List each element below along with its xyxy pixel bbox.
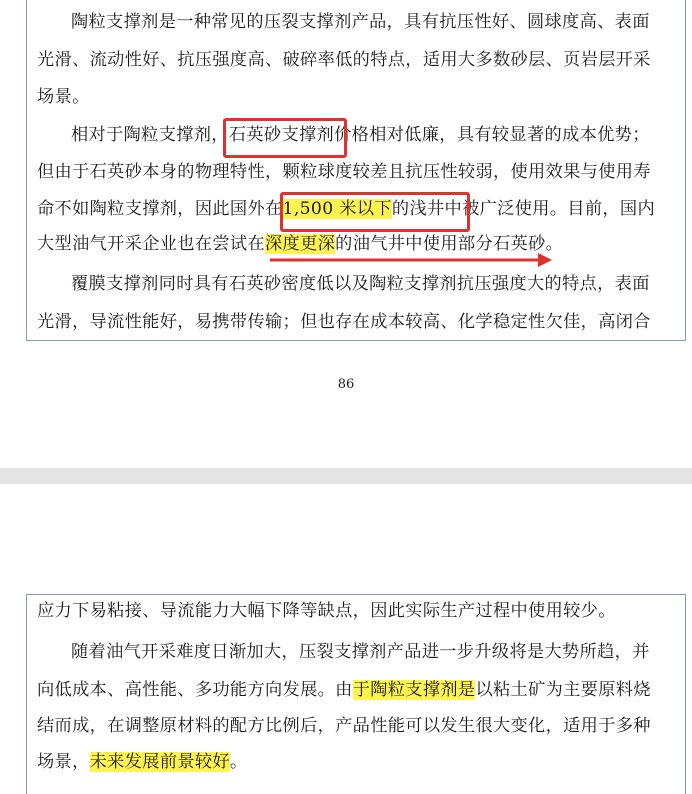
paragraph-trend-line-2 <box>37 680 651 700</box>
text-span: 。 <box>229 752 248 772</box>
red-annotation-box-quartz <box>223 118 347 158</box>
quartz-proppant-term: 石英砂支撑剂 <box>228 125 335 145</box>
arrow-head <box>538 253 552 267</box>
text-span: 的浅井中 <box>391 199 463 219</box>
text-span: 大型油气开采企业也在尝试在 <box>37 234 265 254</box>
text-span: 命不如陶粒支撑剂，因此国外在 <box>37 199 283 219</box>
highlight-depth-1500: 1,500 米以下 <box>282 199 392 219</box>
paragraph-coated-line-1: 覆膜支撑剂同时具有石英砂密度低以及陶粒支撑剂抗压强度大的特点，表面 <box>71 274 650 294</box>
document-page-87 <box>0 484 692 786</box>
page-number: 86 <box>337 377 355 392</box>
paragraph-ceramic-line-1: 陶粒支撑剂是一种常见的压裂支撑剂产品，具有抗压性好、圆球度高、表面 <box>71 12 650 32</box>
text-span: 的油气井中使用部分石英砂。 <box>335 234 564 254</box>
paragraph-coated-line-3: 应力下易粘接、导流能力大幅下降等缺点，因此实际生产过程中使用较少。 <box>37 601 616 621</box>
text-span: 向低成本、高性能、多功能方向发展。由 <box>37 680 353 700</box>
red-annotation-arrow <box>268 250 558 270</box>
paragraph-trend-line-4 <box>37 752 247 772</box>
text-span: 相对于陶粒支撑剂， <box>71 125 229 145</box>
paragraph-trend-line-3: 结而成，在调整原材料的配方比例后，产品性能可以发生很大变化，适用于多种 <box>37 716 651 736</box>
paragraph-coated-line-2: 光滑，导流性能好，易携带传输；但也存在成本较高、化学稳定性欠佳，高闭合 <box>37 312 651 332</box>
highlight-future: 未来发展前景较好 <box>89 752 230 772</box>
red-annotation-box-depth <box>280 192 470 232</box>
text-span: 价格相对低廉，具有较显著的成本优势； <box>334 125 650 145</box>
page-separator <box>0 468 692 484</box>
paragraph-quartz-line-2: 但由于石英砂本身的物理特性，颗粒球度较差且抗压性较弱，使用效果与使用寿 <box>37 162 651 182</box>
paragraph-ceramic-line-3: 场景。 <box>37 87 90 107</box>
text-span: 被广泛使用。目前，国内 <box>462 199 655 219</box>
text-frame <box>26 594 686 794</box>
paragraph-quartz-line-1 <box>71 125 650 145</box>
text-span: 以粘土矿为主要原料烧 <box>475 680 651 700</box>
highlight-ceramic: 于陶粒支撑剂是 <box>352 680 476 700</box>
highlight-deeper: 深度更深 <box>265 234 336 254</box>
paragraph-ceramic-line-2: 光滑、流动性好、抗压强度高、破碎率低的特点，适用大多数砂层、页岩层开采 <box>37 50 651 70</box>
text-span: 场景， <box>37 752 90 772</box>
text-frame <box>26 0 686 341</box>
paragraph-trend-line-1: 随着油气开采难度日渐加大，压裂支撑剂产品进一步升级将是大势所趋，并 <box>71 642 650 662</box>
